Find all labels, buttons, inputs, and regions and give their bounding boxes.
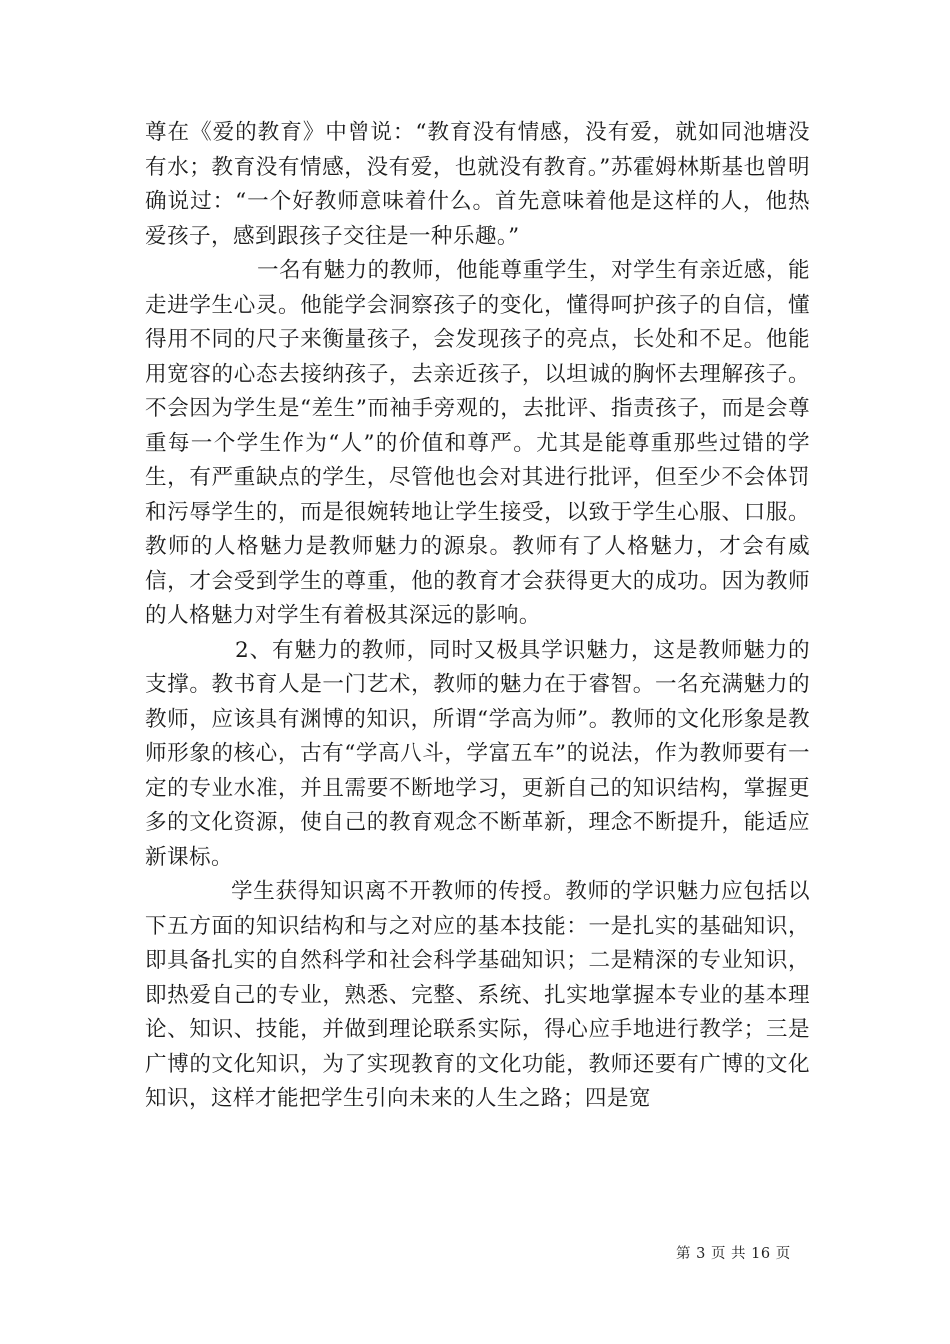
paragraph-knowledge-structure: 学生获得知识离不开教师的传授。教师的学识魅力应包括以下五方面的知识结构和与之对应的基本技能：一是扎实的基础知识，即具备扎实的自然科学和社会科学基础知识；二是精深的专业知识，即热爱自己的专业，熟悉、完整、系统、扎实地掌握本专业的基本理论、知识、技能，并做到理论联系实际，得心应手地进行教学；三是广博的文化知识，为了实现教育的文化功能，教师还要有广博的文化知识，这样才能把学生引向未来的人生之路；四是宽 — [145, 879, 810, 1111]
page-number-footer: 第 3 页 共 16 页 — [676, 1246, 791, 1262]
paragraph-quote-continuation: 尊在《爱的教育》中曾说：“教育没有情感，没有爱，就如同池塘没有水；教育没有情感，没有爱，也就没有教育。”苏霍姆林斯基也曾明确说过：“一个好教师意味着什么。首先意味着他是这样的人，他热爱孩子，感到跟孩子交往是一种乐趣。” — [145, 120, 810, 249]
paragraph-knowledge-charm: 2、有魅力的教师，同时又极具学识魅力，这是教师魅力的支撑。教书育人是一门艺术，教师的魅力在于睿智。一名充满魅力的教师，应该具有渊博的知识，所谓“学高为师”。教师的文化形象是教师形象的核心，古有“学高八斗，学富五车”的说法，作为教师要有一定的专业水准，并且需要不断地学习，更新自己的知识结构，掌握更多的文化资源，使自己的教育观念不断革新，理念不断提升，能适应新课标。 — [145, 637, 810, 870]
paragraph-personality-charm: 一名有魅力的教师，他能尊重学生，对学生有亲近感，能走进学生心灵。他能学会洞察孩子的变化，懂得呵护孩子的自信，懂得用不同的尺子来衡量孩子，会发现孩子的亮点，长处和不足。他能用宽容的心态去接纳孩子，去亲近孩子，以坦诚的胸怀去理解孩子。不会因为学生是“差生”而袖手旁观的，去批评、指责孩子，而是会尊重每一个学生作为“人”的价值和尊严。尤其是能尊重那些过错的学生，有严重缺点的学生，尽管他也会对其进行批评，但至少不会体罚和污辱学生的，而是很婉转地让学生接受，以致于学生心服、口服。教师的人格魅力是教师魅力的源泉。教师有了人格魅力，才会有威信，才会受到学生的尊重，他的教育才会获得更大的成功。因为教师的人格魅力对学生有着极其深远的影响。 — [145, 258, 810, 628]
document-body — [145, 116, 810, 1117]
